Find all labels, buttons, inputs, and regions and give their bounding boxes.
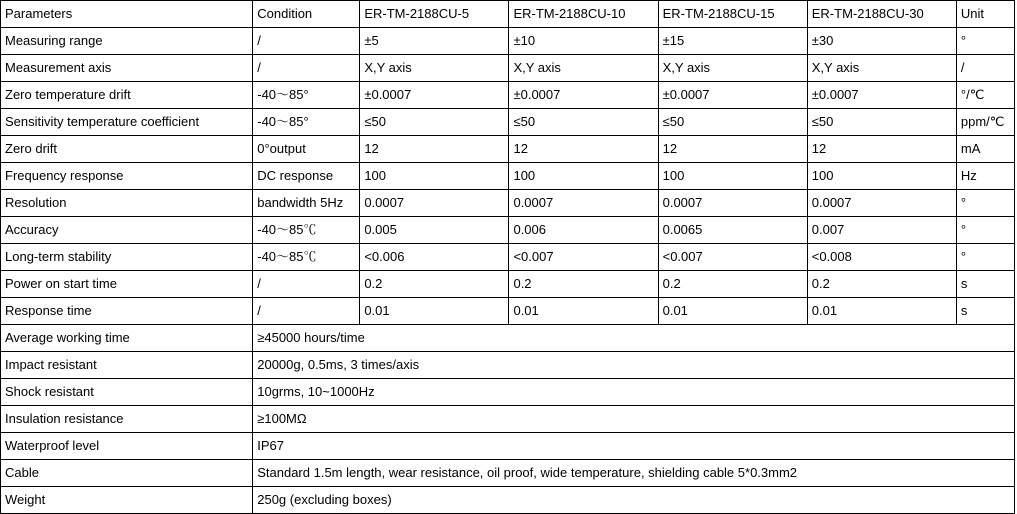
row-value-1: ≤50 [360,109,509,136]
row-value-3: ±0.0007 [658,82,807,109]
table-row [1,217,1015,244]
row-condition: 0°output [253,136,360,163]
row-condition: DC response [253,163,360,190]
row-parameter: Weight [1,487,253,514]
table-row [1,487,1015,514]
row-parameter: Cable [1,460,253,487]
table-row [1,136,1015,163]
row-value-3: ±15 [658,28,807,55]
table-row [1,271,1015,298]
row-unit: ° [956,217,1014,244]
row-condition: -40～85℃ [253,244,360,271]
row-parameter: Zero drift [1,136,253,163]
row-value-4: X,Y axis [807,55,956,82]
row-parameter: Frequency response [1,163,253,190]
row-value-1: ±5 [360,28,509,55]
table-row [1,28,1015,55]
row-value-2: <0.007 [509,244,658,271]
row-parameter: Response time [1,298,253,325]
row-unit: ° [956,28,1014,55]
row-value-1: 12 [360,136,509,163]
row-value-4: 100 [807,163,956,190]
row-value-2: 100 [509,163,658,190]
row-value-1: 100 [360,163,509,190]
row-value-4: 0.01 [807,298,956,325]
row-value-full: 20000g, 0.5ms, 3 times/axis [253,352,1015,379]
row-condition: -40～85° [253,109,360,136]
row-value-1: X,Y axis [360,55,509,82]
row-value-4: <0.008 [807,244,956,271]
row-value-2: 0.01 [509,298,658,325]
row-value-4: ±30 [807,28,956,55]
table-header-row [1,1,1015,28]
table-row [1,325,1015,352]
row-value-2: 0.006 [509,217,658,244]
row-value-1: 0.0007 [360,190,509,217]
row-condition: / [253,298,360,325]
row-unit: Hz [956,163,1014,190]
row-value-full: 250g (excluding boxes) [253,487,1015,514]
column-header-model-3: ER-TM-2188CU-15 [658,1,807,28]
column-header-parameters: Parameters [1,1,253,28]
row-condition: / [253,55,360,82]
table-row [1,298,1015,325]
row-condition: -40～85° [253,82,360,109]
row-value-full: ≥100MΩ [253,406,1015,433]
row-parameter: Average working time [1,325,253,352]
row-condition: -40～85℃ [253,217,360,244]
row-value-1: 0.005 [360,217,509,244]
row-value-3: 12 [658,136,807,163]
row-value-4: 12 [807,136,956,163]
row-value-2: ±10 [509,28,658,55]
table-row [1,190,1015,217]
row-condition: / [253,28,360,55]
row-parameter: Sensitivity temperature coefficient [1,109,253,136]
row-unit: ppm/℃ [956,109,1014,136]
row-parameter: Insulation resistance [1,406,253,433]
table-row [1,379,1015,406]
row-value-2: ±0.0007 [509,82,658,109]
row-parameter: Power on start time [1,271,253,298]
row-unit: s [956,298,1014,325]
row-value-4: 0.007 [807,217,956,244]
row-parameter: Measurement axis [1,55,253,82]
row-value-1: <0.006 [360,244,509,271]
table-row [1,55,1015,82]
row-parameter: Accuracy [1,217,253,244]
row-unit: mA [956,136,1014,163]
row-condition: bandwidth 5Hz [253,190,360,217]
row-value-3: 0.0065 [658,217,807,244]
row-parameter: Shock resistant [1,379,253,406]
row-value-full: 10grms, 10~1000Hz [253,379,1015,406]
row-value-full: Standard 1.5m length, wear resistance, oil proof, wide temperature, shielding cable 5*0.3mm2 [253,460,1015,487]
column-header-condition: Condition [253,1,360,28]
row-parameter: Zero temperature drift [1,82,253,109]
row-unit: / [956,55,1014,82]
row-value-1: ±0.0007 [360,82,509,109]
table-row [1,406,1015,433]
row-value-3: 0.01 [658,298,807,325]
row-parameter: Long-term stability [1,244,253,271]
row-value-3: 0.2 [658,271,807,298]
row-value-2: 0.0007 [509,190,658,217]
row-value-2: X,Y axis [509,55,658,82]
table-row [1,82,1015,109]
row-value-full: IP67 [253,433,1015,460]
row-value-full: ≥45000 hours/time [253,325,1015,352]
column-header-model-4: ER-TM-2188CU-30 [807,1,956,28]
row-value-4: 0.0007 [807,190,956,217]
row-value-2: 12 [509,136,658,163]
table-row [1,109,1015,136]
row-value-1: 0.2 [360,271,509,298]
row-unit: s [956,271,1014,298]
row-unit: ° [956,244,1014,271]
row-unit: °/℃ [956,82,1014,109]
row-parameter: Impact resistant [1,352,253,379]
row-parameter: Resolution [1,190,253,217]
row-unit: ° [956,190,1014,217]
row-parameter: Measuring range [1,28,253,55]
row-value-4: 0.2 [807,271,956,298]
row-value-1: 0.01 [360,298,509,325]
row-value-2: 0.2 [509,271,658,298]
row-value-4: ±0.0007 [807,82,956,109]
row-value-3: X,Y axis [658,55,807,82]
row-value-3: <0.007 [658,244,807,271]
row-value-3: 100 [658,163,807,190]
table-row [1,163,1015,190]
row-parameter: Waterproof level [1,433,253,460]
column-header-unit: Unit [956,1,1014,28]
table-row [1,244,1015,271]
column-header-model-1: ER-TM-2188CU-5 [360,1,509,28]
table-row [1,460,1015,487]
row-value-3: 0.0007 [658,190,807,217]
row-value-4: ≤50 [807,109,956,136]
row-value-3: ≤50 [658,109,807,136]
row-value-2: ≤50 [509,109,658,136]
column-header-model-2: ER-TM-2188CU-10 [509,1,658,28]
table-row [1,352,1015,379]
table-row [1,433,1015,460]
row-condition: / [253,271,360,298]
